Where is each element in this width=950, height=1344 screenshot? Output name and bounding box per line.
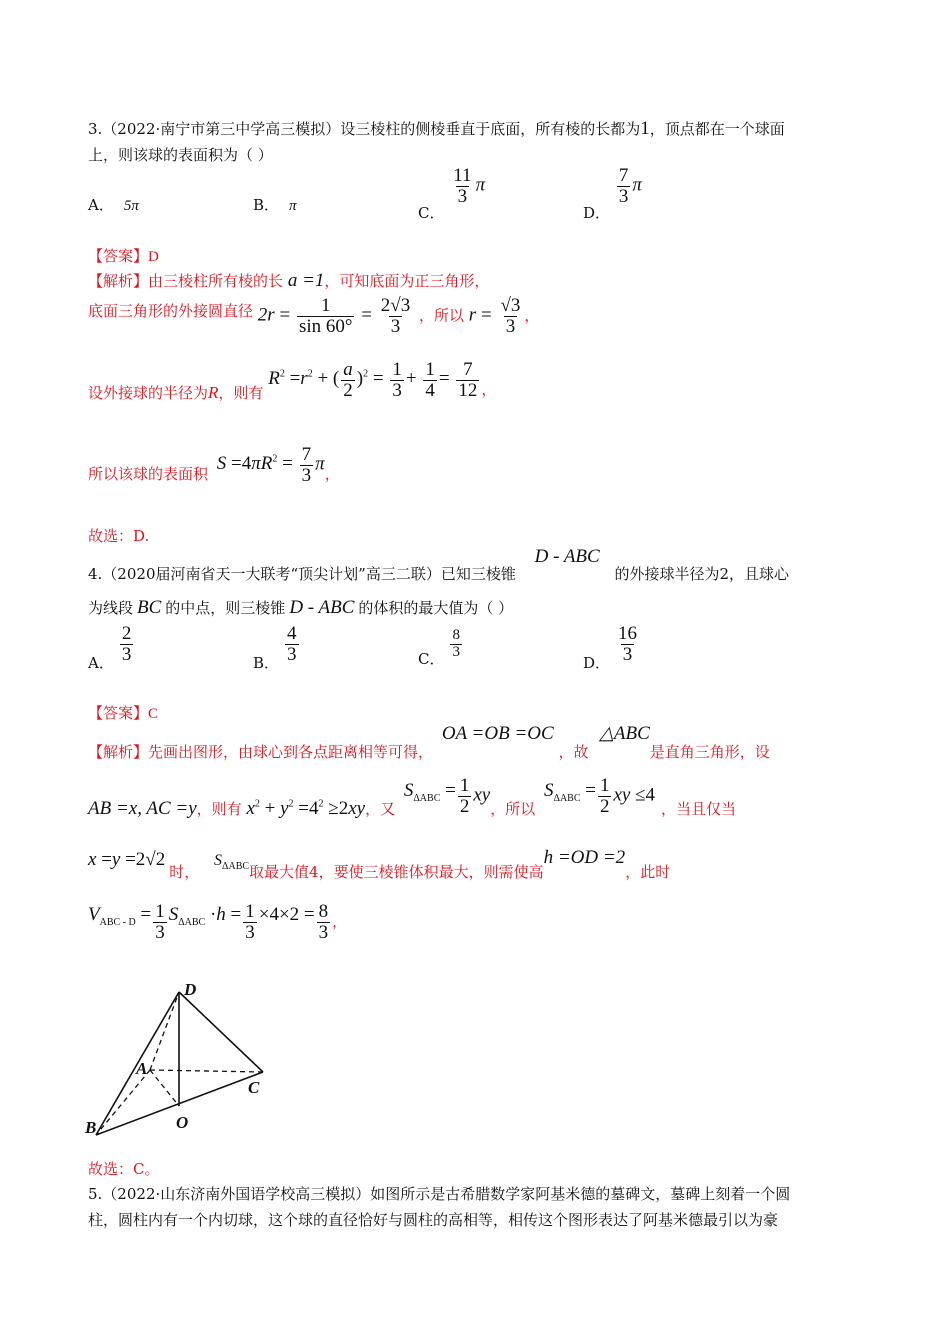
q4-analysis-line3: x =y =2√2时， $S_{\Delta ABC}$取最大值4，要使三棱锥体积最大，则需使高h =OD =2，此时	[88, 847, 671, 881]
q3-option-c: C． $\frac{11}{3}$ π	[418, 165, 486, 223]
q3-conclusion: 故选：D.	[88, 527, 150, 545]
q3-stem-line2: 上，则该球的表面积为（ ）	[88, 146, 273, 164]
label-c: C	[248, 1078, 260, 1097]
q4-stem-line2: 为线段 BC 的中点，则三棱锥 D - ABC 的体积的最大值为（ ）	[88, 597, 514, 618]
q4-analysis-line4: $V_{ABC - D}$ = $\frac{1}{3}$ $S_{\Delta ABC} \cdot h$ = $\frac{1}{3}$ ×4×2 = $\frac{8}{3}$ ，	[88, 901, 348, 943]
q3-answer: 【答案】D	[88, 247, 159, 265]
tetrahedron-diagram	[80, 975, 290, 1150]
q3-stem-line1: 3.（2022·南宁市第三中学高三模拟）设三棱柱的侧棱垂直于底面，所有棱的长都为1，顶点都在一个球面	[88, 118, 785, 139]
q4-option-a: A． $\frac{2}{3}$	[88, 623, 132, 673]
edge-ao	[150, 1070, 179, 1106]
q3-option-a: A． 5π	[88, 196, 139, 214]
label-d: D	[184, 980, 197, 999]
label-b: B	[85, 1118, 97, 1137]
q5-stem-line2: 柱，圆柱内有一个内切球，这个球的直径恰好与圆柱的高相等，相传这个图形表达了阿基米德最引以为豪	[88, 1211, 779, 1229]
q4-analysis-line1: 【解析】先画出图形，由球心到各点距离相等可得， OA =OB =OC ，故 △ABC是直角三角形，设	[88, 723, 770, 761]
q4-option-c: C． $\frac{8}{3}$	[418, 627, 460, 669]
q3-analysis-line4: 所以该球的表面积 $S =4\pi R^2$ = $\frac{7}{3}$ π，	[88, 444, 340, 486]
q4-conclusion: 故选：C。	[88, 1160, 160, 1178]
q5-stem-line1: 5.（2022·山东济南外国语学校高三模拟）如图所示是古希腊数学家阿基米德的墓碑文，墓碑上刻着一个圆	[88, 1185, 791, 1203]
q4-stem-line1: 4.（2020届河南省天一大联考“顶尖计划”高三二联）已知三棱锥 D - ABC 的外接球半径为2，且球心	[88, 546, 790, 583]
label-a: A	[136, 1059, 148, 1078]
edge-ac	[150, 1070, 263, 1072]
edge-ad	[150, 992, 179, 1070]
q3-analysis-line1: 【解析】由三棱柱所有棱的长 a =1，可知底面为正三角形，	[88, 270, 490, 291]
q3-analysis-line3: 设外接球的半径为R，则有 $R^2 =r^2$ + ( $\frac{a}{2}$ )$^2$ = $\frac{1}{3}$ + $\frac{1}{4}$ = $\frac{7}{12}$ ，	[88, 359, 497, 403]
q3-analysis-line2: 底面三角形的外接圆直径 2r = $\frac{1}{\sin 60^\circ}$ = $\frac{2√3}{3}$ ，所以 r = $\frac{√3}{3}$ ，	[88, 295, 540, 337]
q3-option-d: D． $\frac{7}{3}$ π	[583, 165, 642, 223]
q4-option-b: B． $\frac{4}{3}$	[253, 623, 297, 673]
q4-option-d: D． $\frac{16}{3}$	[583, 623, 638, 673]
q3-option-b: B． π	[253, 196, 297, 214]
q4-answer: 【答案】C	[88, 704, 159, 722]
q4-analysis-line2: AB =x, AC =y，则有 $x^2 + y^2 =4^2 \ge 2xy$，又 $S_{\Delta ABC}$ = $\frac{1}{2}$ xy，所以 $S_{\Delta ABC}$ = $\frac{1}{2}$ xy ≤4，当且仅当	[88, 775, 737, 820]
edge-dc	[179, 992, 263, 1072]
label-o: O	[176, 1113, 189, 1132]
